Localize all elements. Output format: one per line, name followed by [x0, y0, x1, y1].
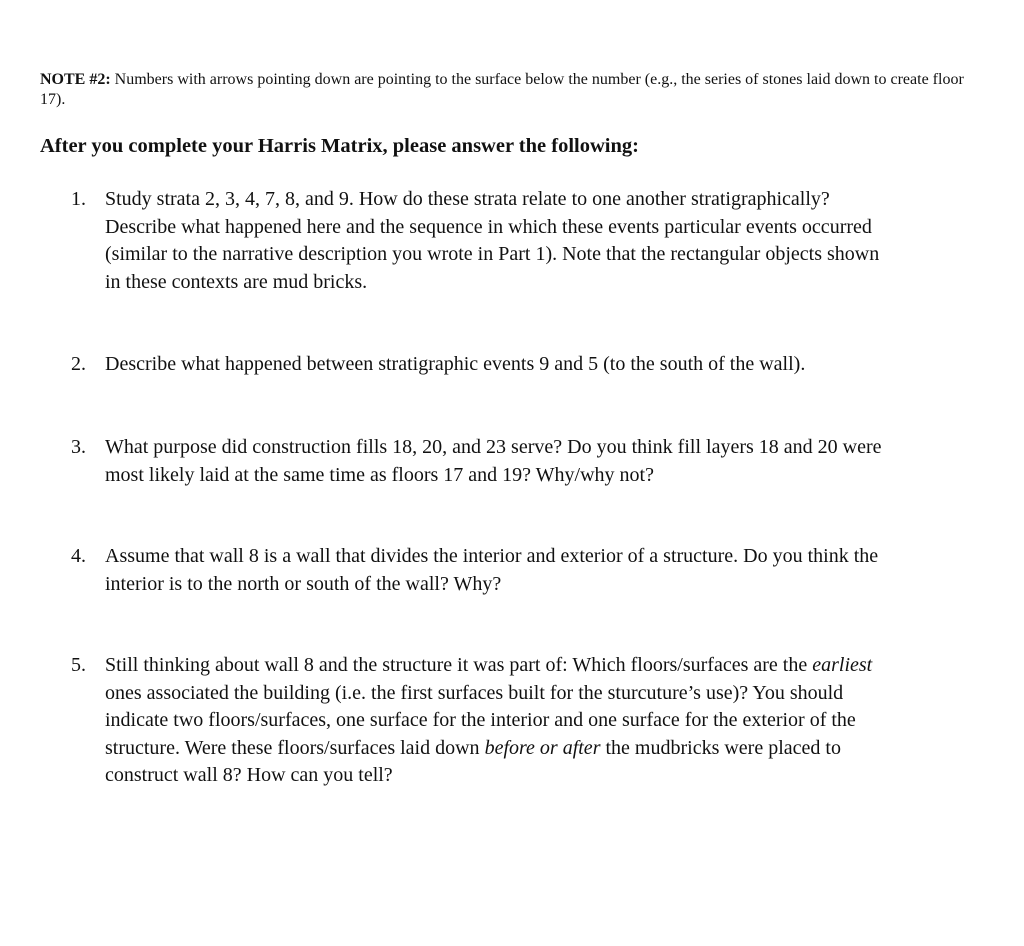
question-emphasis: earliest [812, 654, 873, 676]
question-line: Describe what happened between stratigraphic events 9 and 5 (to the south of the wall). [105, 353, 806, 375]
note-paragraph [40, 70, 970, 110]
section-heading: After you complete your Harris Matrix, please answer the following: [40, 135, 639, 157]
question-line: (similar to the narrative description you wrote in Part 1). Note that the rectangular objects shown [105, 243, 880, 265]
question-number: 5. [71, 654, 86, 676]
question-line: interior is to the north or south of the wall? Why? [105, 572, 502, 595]
question-text [105, 186, 965, 296]
question-number: 1. [71, 188, 86, 210]
question-emphasis: before or after [484, 736, 601, 759]
question-line: What purpose did construction fills 18, 20, and 23 serve? Do you think fill layers 18 and 20 were [105, 436, 882, 458]
question-line: Assume that wall 8 is a wall that divides the interior and exterior of a structure. Do you think the [105, 545, 879, 567]
question-fragment: the mudbricks were placed to [600, 736, 841, 759]
question-fragment: Still thinking about wall 8 and the structure it was part of: Which floors/surfaces are the [105, 654, 813, 676]
question-line: Study strata 2, 3, 4, 7, 8, and 9. How do these strata relate to one another stratigraphically? [105, 188, 830, 210]
note-text: Numbers with arrows pointing down are pointing to the surface below the number (e.g., the series of stones laid down to create floor 17). [40, 71, 964, 108]
question-text [105, 351, 965, 379]
question-number: 4. [71, 545, 86, 567]
question-text [105, 652, 965, 790]
question-text [105, 434, 965, 489]
question-line: Describe what happened here and the sequence in which these events particular events occurred [105, 215, 872, 238]
question-line: indicate two floors/surfaces, one surface for the interior and one surface for the exterior of the [105, 709, 856, 731]
question-line: ones associated the building (i.e. the first surfaces built for the sturcuture’s use)? You should [105, 681, 844, 704]
question-text [105, 543, 965, 598]
question-fragment: structure. Were these floors/surfaces laid down [105, 736, 485, 759]
question-line [105, 735, 965, 763]
question-line: most likely laid at the same time as floors 17 and 19? Why/why not? [105, 463, 654, 486]
question-line: construct wall 8? How can you tell? [105, 764, 393, 786]
question-line: in these contexts are mud bricks. [105, 270, 368, 293]
question-line [105, 652, 965, 680]
note-label: NOTE #2: [40, 71, 111, 88]
question-number: 2. [71, 353, 86, 375]
question-number: 3. [71, 436, 86, 458]
